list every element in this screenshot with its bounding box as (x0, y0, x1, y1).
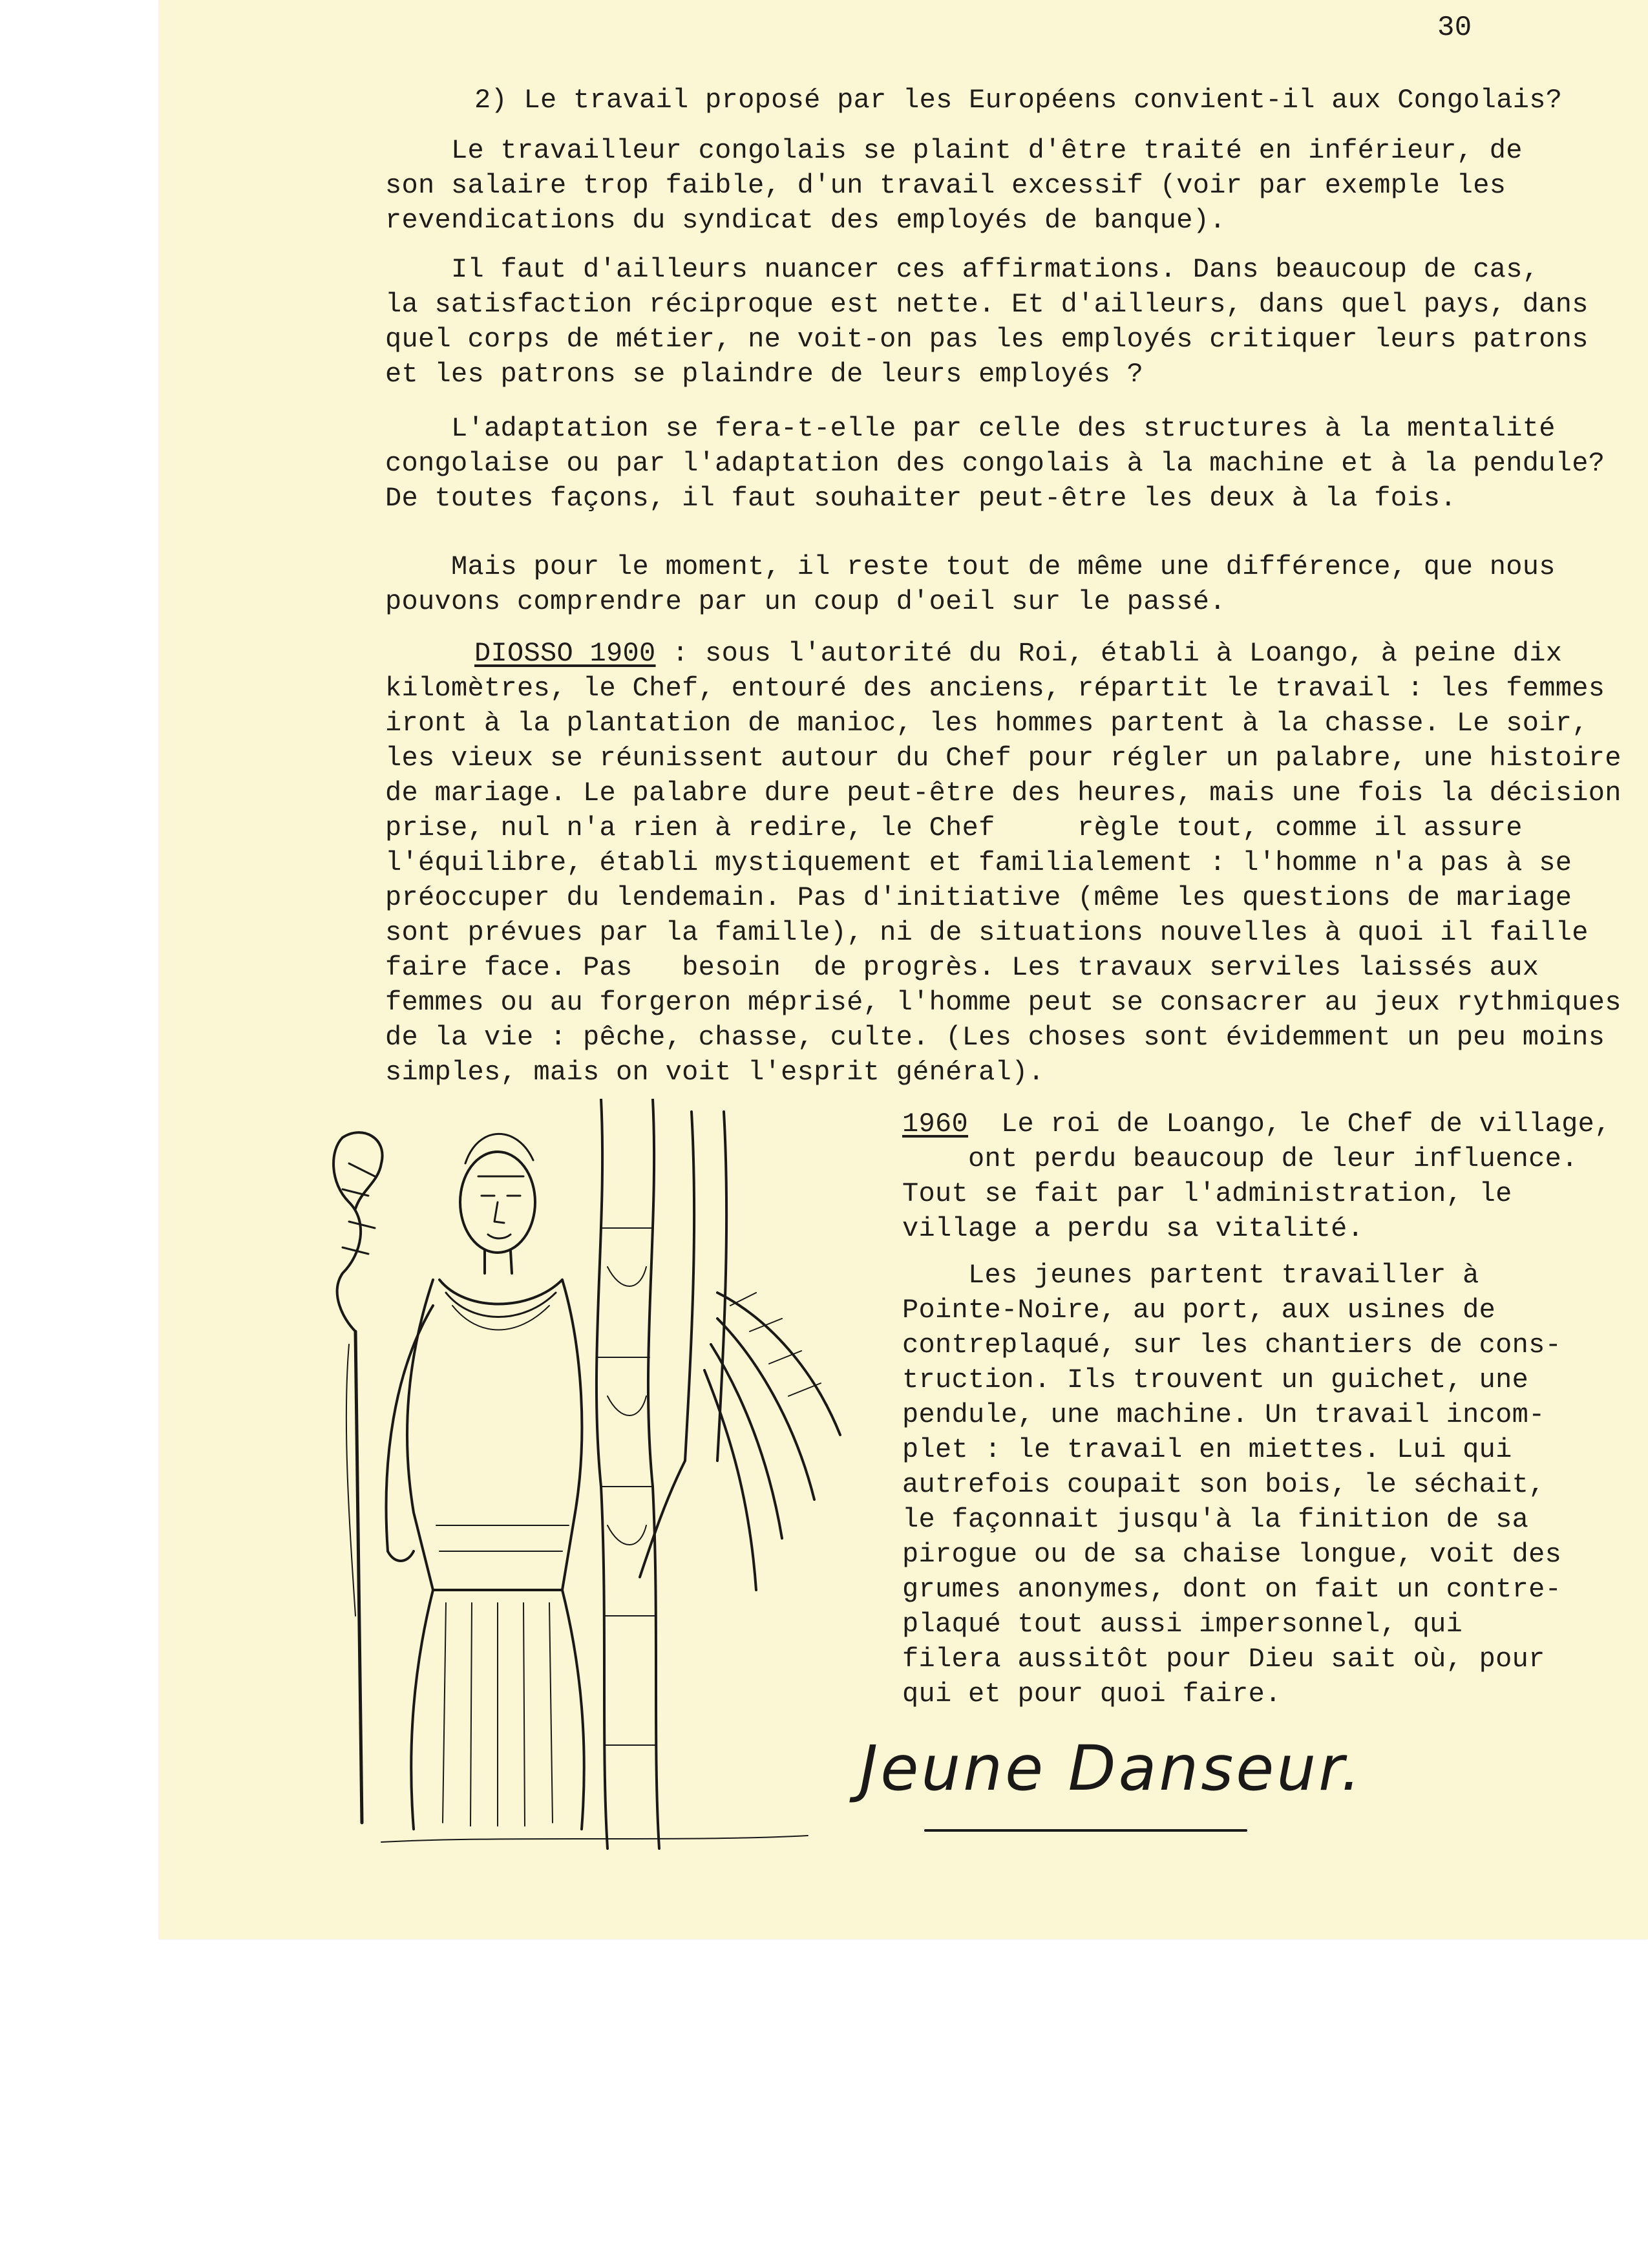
paragraph-line: Tout se fait par l'administration, le (902, 1178, 1512, 1209)
paragraph-4 (385, 549, 1556, 619)
paragraph-line: et les patrons se plaindre de leurs employés ? (385, 359, 1144, 390)
paragraph-line: Le travailleur congolais se plaint d'être traité en inférieur, de (385, 135, 1523, 166)
paragraph-line: pouvons comprendre par un coup d'oeil sur le passé. (385, 586, 1226, 617)
diosso-first-line-rest: : sous l'autorité du Roi, établi à Loango, à peine dix (655, 638, 1563, 669)
paragraph-line: De toutes façons, il faut souhaiter peut-être les deux à la fois. (385, 483, 1457, 514)
page-number: 30 (1437, 12, 1472, 44)
paragraph-line: Les jeunes partent travailler à (902, 1260, 1479, 1291)
paragraph-line: contreplaqué, sur les chantiers de cons- (902, 1330, 1562, 1361)
paragraph-line: préoccuper du lendemain. Pas d'initiative (même les questions de mariage (385, 882, 1572, 913)
paragraph-line: qui et pour quoi faire. (902, 1679, 1282, 1710)
paragraph-line: quel corps de métier, ne voit-on pas les employés critiquer leurs patrons (385, 324, 1589, 355)
paragraph-line: la satisfaction réciproque est nette. Et d'ailleurs, dans quel pays, dans (385, 289, 1589, 320)
paragraph-line: simples, mais on voit l'esprit général). (385, 1057, 1045, 1088)
paragraph-line: pirogue ou de sa chaise longue, voit des (902, 1539, 1562, 1570)
section-heading: 2) Le travail proposé par les Européens convient-il aux Congolais? (474, 85, 1563, 116)
paragraph-line: filera aussitôt pour Dieu sait où, pour (902, 1644, 1545, 1675)
plume-outline (717, 1293, 840, 1435)
diosso-first-line (385, 636, 1563, 671)
paragraph-1 (385, 133, 1548, 238)
paragraph-line: Mais pour le moment, il reste tout de même une différence, que nous (385, 551, 1556, 582)
paragraph-line: l'équilibre, établi mystiquement et familialement : l'homme n'a pas à se (385, 847, 1572, 878)
diosso-label: DIOSSO 1900 (474, 638, 656, 669)
paragraph-line: ont perdu beaucoup de leur influence. (902, 1143, 1578, 1174)
paragraph-line: iront à la plantation de manioc, les hommes partent à la chasse. Le soir, (385, 708, 1589, 739)
year-1960-first-line-rest: Le roi de Loango, le Chef de village, (968, 1108, 1611, 1139)
paragraph-line: son salaire trop faible, d'un travail excessif (voir par exemple les (385, 170, 1506, 201)
skirt-left (411, 1590, 433, 1829)
caption-text: Jeune Danseur. (860, 1732, 1364, 1805)
paragraph-line: sont prévues par la famille), ni de situations nouvelles à quoi il faille (385, 917, 1589, 948)
paragraph-line: Pointe-Noire, au port, aux usines de (902, 1295, 1496, 1326)
paragraph-line: plaqué tout aussi impersonnel, qui (902, 1609, 1463, 1640)
paragraph-line: village a perdu sa vitalité. (902, 1213, 1364, 1244)
post-right-edge (648, 1099, 659, 1849)
paragraph-line: le façonnait jusqu'à la finition de sa (902, 1504, 1529, 1535)
caption-underline (924, 1829, 1247, 1832)
section-heading-block (385, 83, 1563, 118)
year-1960-label: 1960 (902, 1108, 969, 1139)
body-right (562, 1280, 582, 1590)
paragraph-line: de la vie : pêche, chasse, culte. (Les choses sont évidemment un peu moins (385, 1022, 1605, 1053)
paragraph-line: revendications du syndicat des employés de banque). (385, 205, 1226, 236)
jeunes-paragraph (902, 1258, 1587, 1712)
diosso-paragraph (385, 636, 1622, 1090)
paragraph-line: de mariage. Le palabre dure peut-être des heures, mais une fois la décision (385, 778, 1622, 809)
paragraph-2 (385, 252, 1589, 392)
paragraph-line: pendule, une machine. Un travail incom- (902, 1399, 1545, 1430)
paragraph-line: truction. Ils trouvent un guichet, une (902, 1364, 1529, 1395)
year-1960-first-line (902, 1107, 1611, 1141)
paragraph-line: faire face. Pas besoin de progrès. Les travaux serviles laissés aux (385, 952, 1539, 983)
paragraph-line: les vieux se réunissent autour du Chef pour régler un palabre, une histoire (385, 743, 1622, 774)
paragraph-line: L'adaptation se fera-t-elle par celle des structures à la mentalité (385, 413, 1556, 444)
body-left (407, 1280, 433, 1590)
paragraph-line: femmes ou au forgeron méprisé, l'homme peut se consacrer au jeux rythmiques (385, 987, 1622, 1018)
paragraph-line: autrefois coupait son bois, le séchait, (902, 1469, 1545, 1500)
paragraph-3 (385, 411, 1605, 516)
paragraph-line: kilomètres, le Chef, entouré des anciens, répartit le travail : les femmes (385, 673, 1605, 704)
illustration-caption (860, 1732, 1389, 1849)
paragraph-line: grumes anonymes, dont on fait un contre- (902, 1574, 1562, 1605)
paragraph-line: plet : le travail en miettes. Lui qui (902, 1434, 1512, 1465)
year-1960-paragraph (902, 1107, 1611, 1246)
post-left-edge (597, 1099, 607, 1849)
paragraph-line: congolaise ou par l'adaptation des congolais à la machine et à la pendule? (385, 448, 1605, 479)
collar-outline (439, 1280, 562, 1304)
dancer-illustration (304, 1099, 885, 1861)
paragraph-line: prise, nul n'a rien à redire, le Chef règle tout, comme il assure (385, 812, 1523, 843)
paragraph-line: Il faut d'ailleurs nuancer ces affirmations. Dans beaucoup de cas, (385, 254, 1539, 285)
skirt-right (562, 1590, 584, 1829)
